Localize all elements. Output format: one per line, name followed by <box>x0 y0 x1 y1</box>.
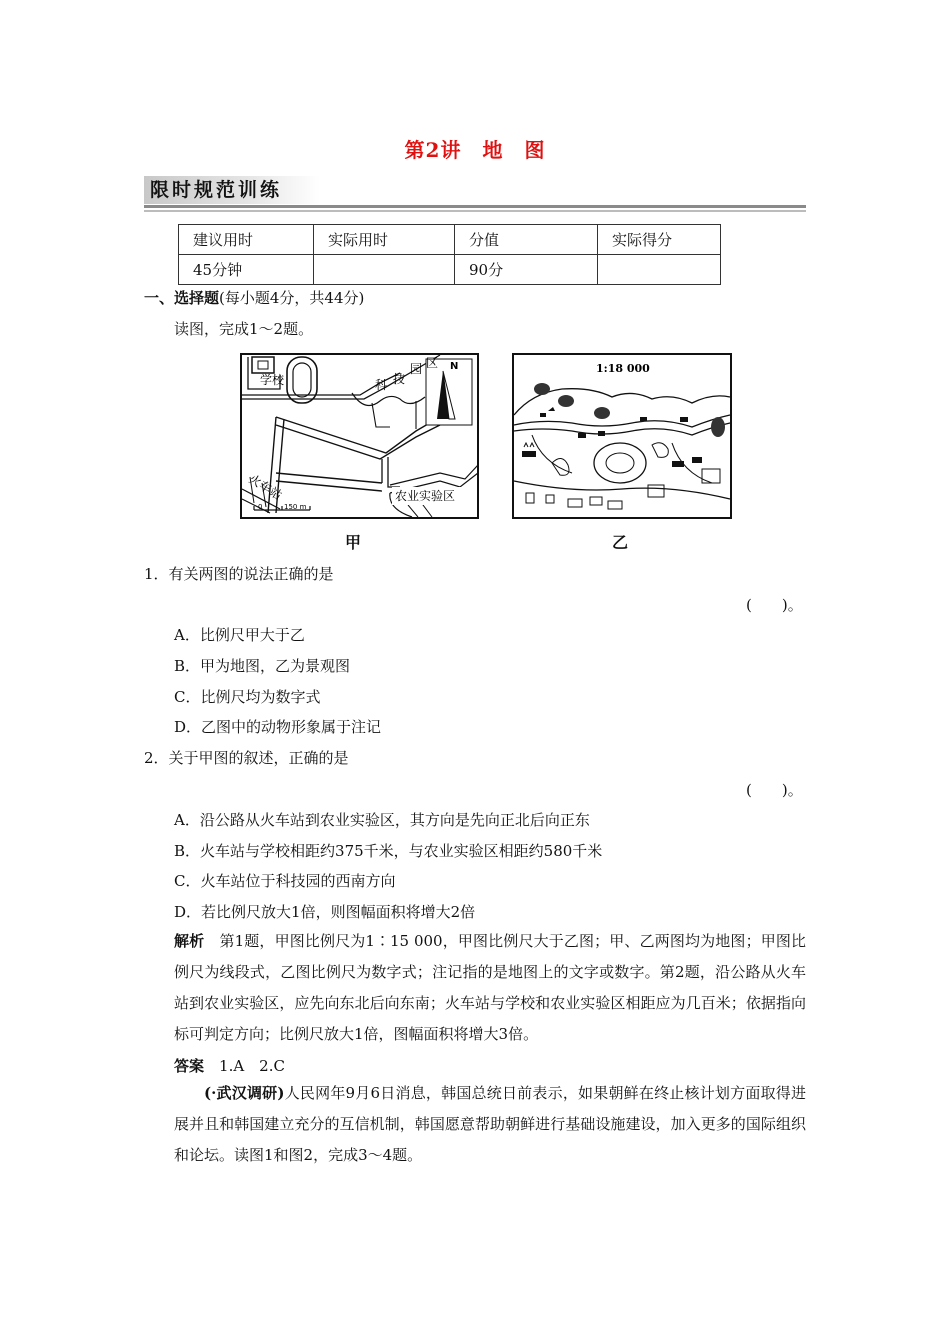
park-label-2: 技 <box>393 372 406 386</box>
table-row <box>179 225 721 255</box>
answer-label: 答案 <box>174 1057 205 1075</box>
map-yi <box>513 354 731 518</box>
farm-label: 农业实验区 <box>395 489 456 503</box>
question-number: 2． <box>144 749 169 767</box>
map-yi-caption: 乙 <box>612 533 629 552</box>
section-note: (每小题4分，共44分) <box>219 289 365 307</box>
table-cell <box>314 255 455 285</box>
passage-source: (·武汉调研) <box>204 1084 285 1102</box>
intro-text: 读图，完成1～2题。 <box>174 320 314 338</box>
park-label-3: 园 <box>410 362 423 376</box>
map-jia <box>241 354 478 518</box>
option-a: A．沿公路从火车站到农业实验区，其方向是先向正北后向正东 <box>174 811 590 829</box>
page-title: 第2讲 地 图 <box>404 138 546 162</box>
banner-rule-thin <box>144 210 806 212</box>
table-header-cell: 实际得分 <box>598 225 721 255</box>
question-number: 1． <box>144 565 169 583</box>
maps-figure <box>240 353 740 523</box>
option-a: A．比例尺甲大于乙 <box>174 626 305 644</box>
option-d: D．乙图中的动物形象属于注记 <box>174 718 382 736</box>
section-banner: 限时规范训练 <box>144 176 320 204</box>
section-label: 一、选择题 <box>144 289 220 307</box>
table-row <box>179 255 721 285</box>
option-c: C．火车站位于科技园的西南方向 <box>174 872 396 890</box>
analysis-text: 第1题，甲图比例尺为1∶15 000，甲图比例尺大于乙图；甲、乙两图均为地图；甲图比例尺为线段式，乙图比例尺为数字式；注记指的是地图上的文字或数字。第2题，沿公路从火车站到农业实验区，应先向东北后向东南；火车站与学校和农业实验区相距应为几百米；依据指向标可判定方向；比例尺放大1倍，图幅面积将增大3倍。 <box>174 932 806 1043</box>
park-label-1: 科 <box>375 378 388 392</box>
option-b: B．甲为地图，乙为景观图 <box>174 657 351 675</box>
answer-blank: ( )。 <box>746 596 803 614</box>
answer-blank: ( )。 <box>746 781 803 799</box>
table-cell: 45分钟 <box>179 255 314 285</box>
option-d: D．若比例尺放大1倍，则图幅面积将增大2倍 <box>174 903 476 921</box>
map-jia-caption: 甲 <box>345 533 362 552</box>
map-scale-label: 1:18 000 <box>596 362 650 375</box>
table-header-cell: 建议用时 <box>179 225 314 255</box>
option-c: C．比例尺均为数字式 <box>174 688 321 706</box>
scale-zero: 0 <box>258 503 263 511</box>
table-header-cell: 实际用时 <box>314 225 455 255</box>
question-1-stem <box>144 563 334 584</box>
analysis-label: 解析 <box>174 932 205 950</box>
passage-block <box>174 1078 806 1171</box>
table-header-cell: 分值 <box>455 225 598 255</box>
analysis-block <box>174 926 806 1050</box>
answer-line <box>174 1055 285 1076</box>
passage-text: 人民网年9月6日消息，韩国总统日前表示，如果朝鲜在终止核计划方面取得进展并且和韩国建立充分的互信机制，韩国愿意帮助朝鲜进行基础设施建设，加入更多的国际组织和论坛。读图1和图2，完成3～4题。 <box>174 1084 806 1164</box>
question-text: 有关两图的说法正确的是 <box>168 565 334 583</box>
banner-rule <box>144 205 806 208</box>
timing-table <box>178 224 721 285</box>
north-label: N <box>450 361 459 372</box>
station-label: 火车站 <box>246 471 285 503</box>
section-heading <box>144 287 364 308</box>
table-cell: 90分 <box>455 255 598 285</box>
option-b: B．火车站与学校相距约375千米，与农业实验区相距约580千米 <box>174 842 603 860</box>
question-2-stem <box>144 747 349 768</box>
question-text: 关于甲图的叙述，正确的是 <box>168 749 349 767</box>
answer-text: 1.A 2.C <box>219 1057 285 1075</box>
school-label: 学校 <box>260 373 285 387</box>
park-label-4: 区 <box>426 356 439 370</box>
table-cell <box>598 255 721 285</box>
scale-150: 150 m <box>284 503 307 511</box>
